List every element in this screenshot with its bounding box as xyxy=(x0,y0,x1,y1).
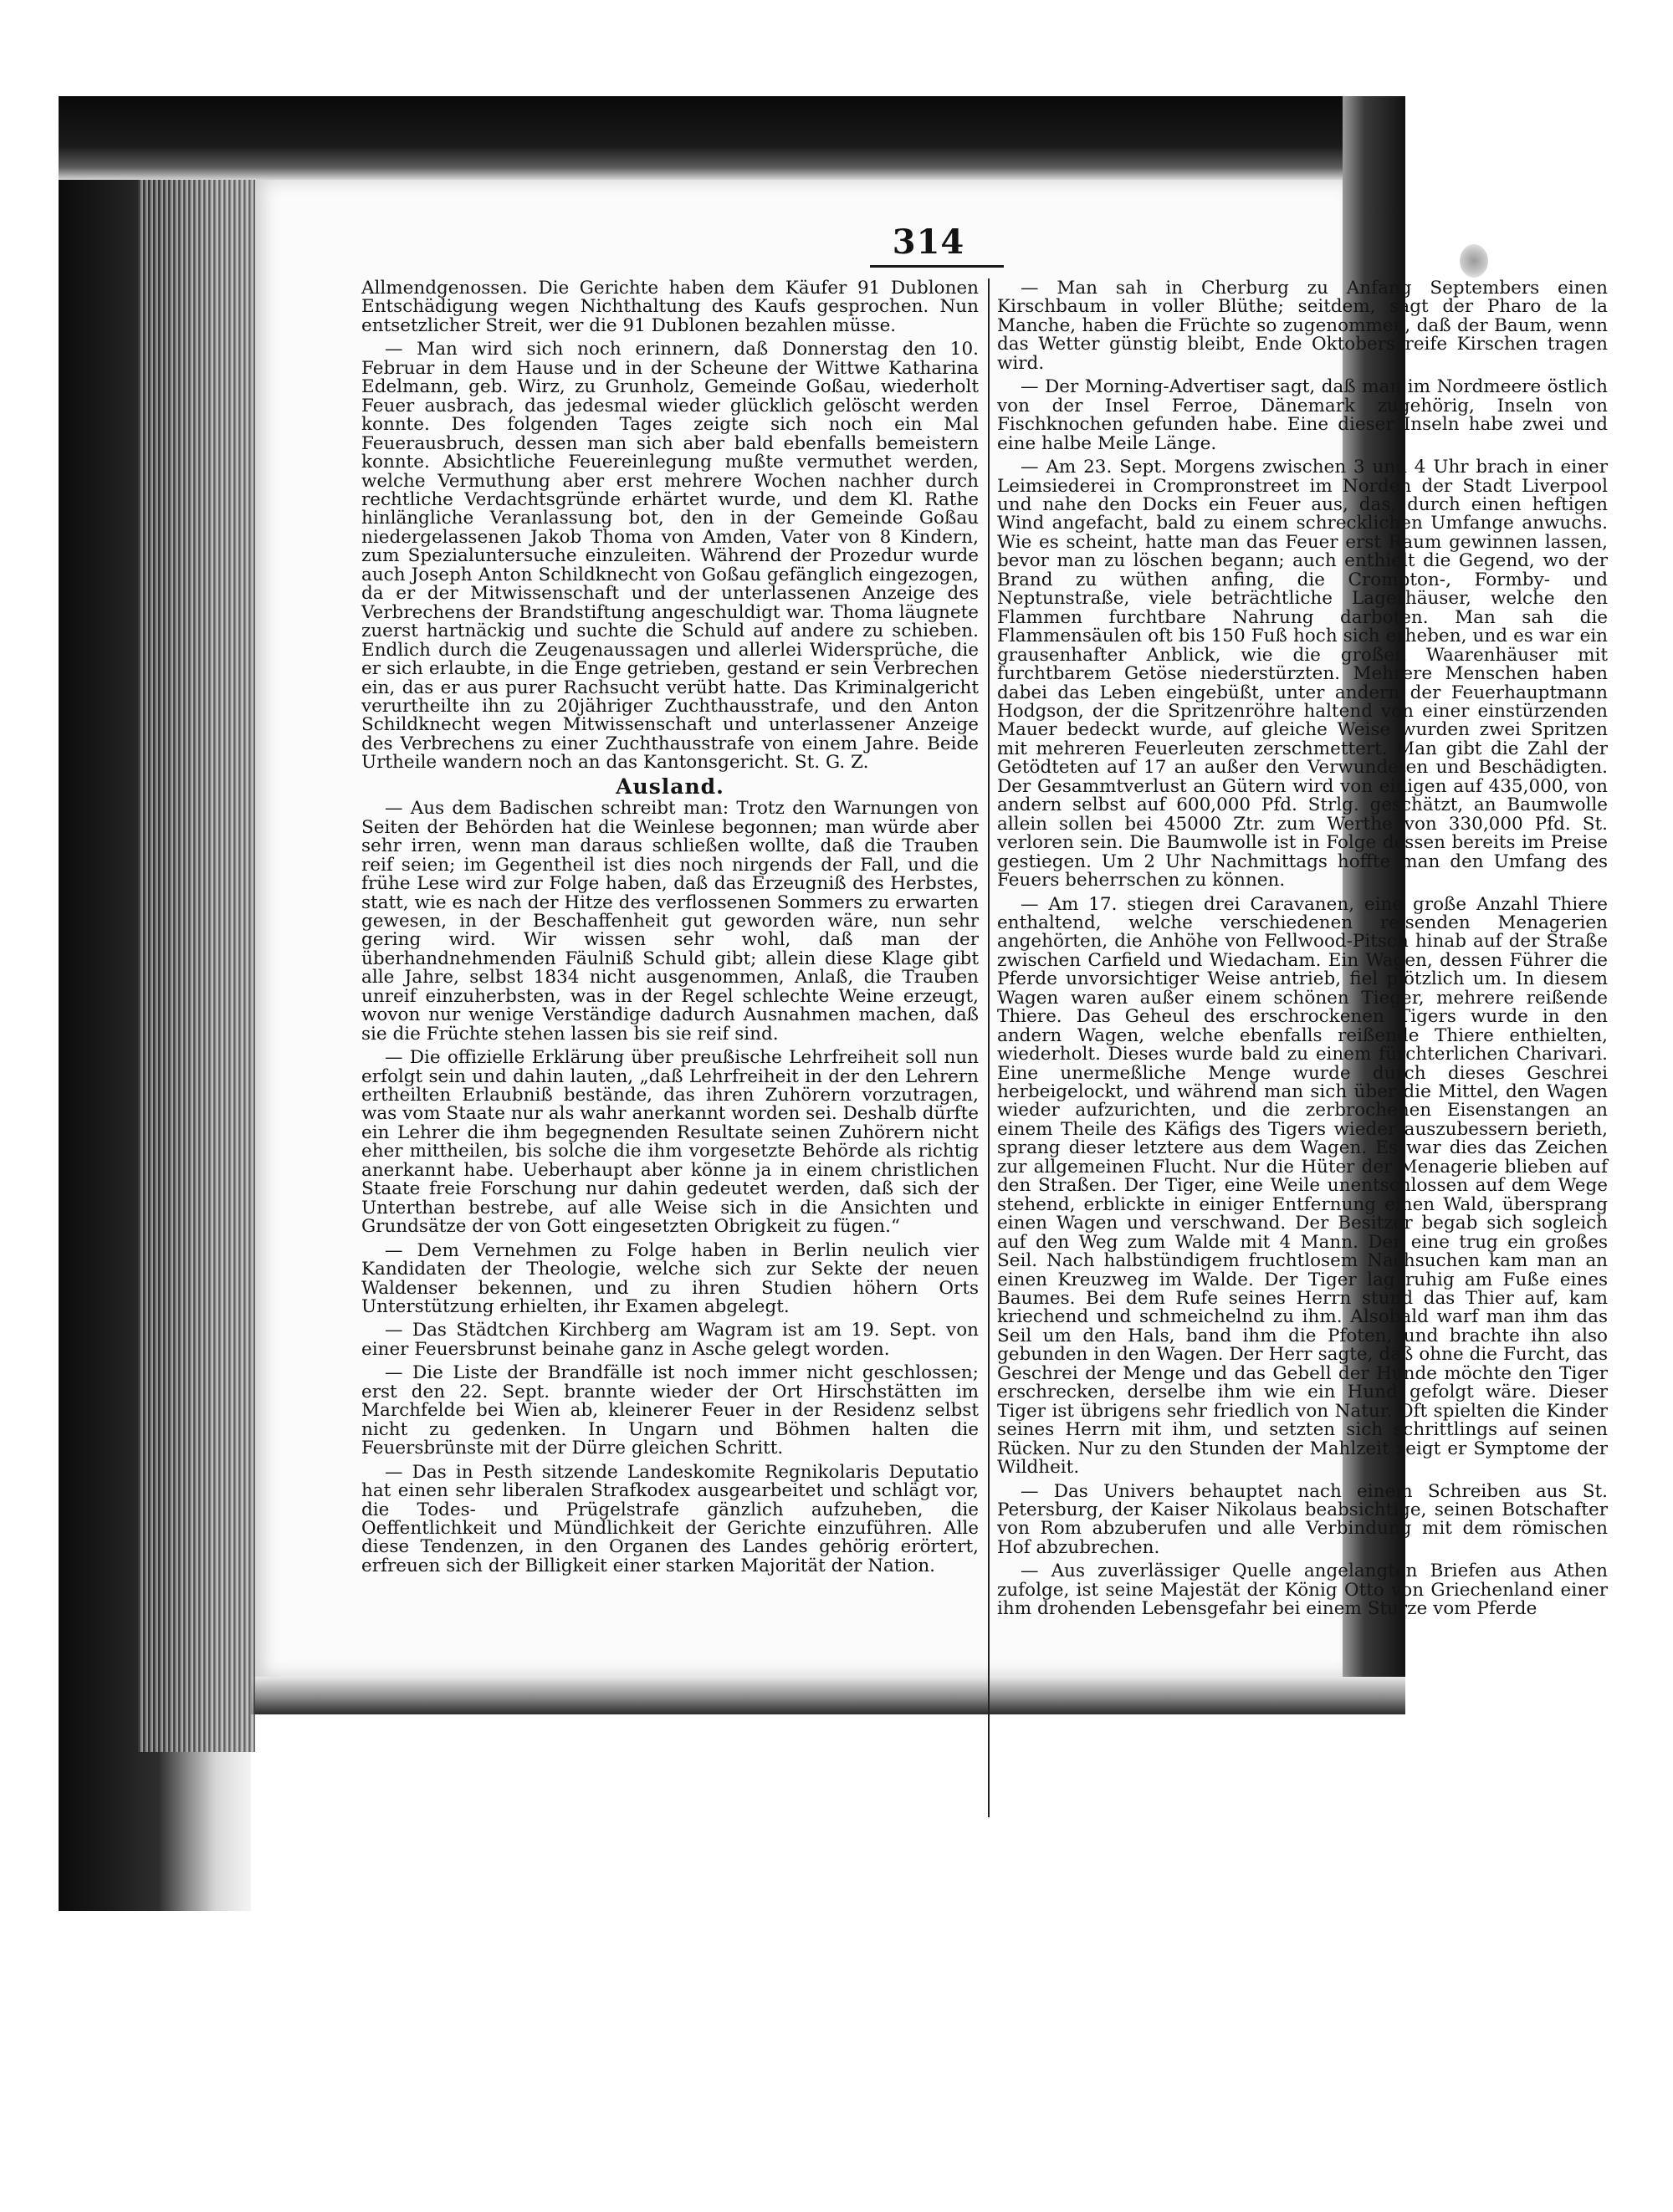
article-paragraph: — Man wird sich noch erinnern, daß Donnerstag den 10. Februar in dem Hause und in der Scheune der Wittwe Katharina Edelmann, geb. Wirz, zu Grunholz, Gemeinde Goßau, wiederholt Feuer ausbrach, das jedesmal wieder glücklich gelöscht werden konnte. Des folgenden Tages zeigte sich noch ein Mal Feuerausbruch, dessen man sich aber bald ebenfalls bemeistern konnte. Absichtliche Feuereinlegung mußte vermuthet werden, welche Vermuthung aber erst mehrere Wochen nachher durch rechtliche Verdachtsgründe erhärtet wurde, und dem Kl. Rathe hinlängliche Veranlassung bot, den in der Gemeinde Goßau niedergelassenen Jakob Thoma von Amden, Vater von 8 Kindern, zum Spezialuntersuche einzuleiten. Während der Prozedur wurde auch Joseph Anton Schildknecht von Goßau gefänglich eingezogen, da er der Mitwissenschaft und der unterlassenen Anzeige des Verbrechens der Brandstiftung angeschuldigt war. Thoma läugnete zuerst hartnäckig und suchte die Schuld auf andere zu schieben. Endlich durch die Zeugenaussagen und allerlei Widersprüche, die er sich erlaubte, in die Enge getrieben, gestand er sein Verbrechen ein, das er aus purer Rachsucht verübt hatte. Das Kriminalgericht verurtheilte ihn zu 20jähriger Zuchthausstrafe, und den Anton Schildknecht wegen Mitwissenschaft und unterlassener Anzeige des Verbrechens zu einer Zuchthausstrafe von einem Jahre. Beide Urtheile wandern noch an das Kantonsgericht. St. G. Z. xyxy=(361,339,979,774)
ink-stain xyxy=(1460,244,1488,278)
article-paragraph: — Der Morning-Advertiser sagt, daß man im Nordmeere östlich von der Insel Ferroe, Dänemark zugehörig, Inseln von Fischknochen gefunden habe. Eine dieser Inseln habe zwei und eine halbe Meile Länge. xyxy=(997,376,1608,454)
book-binding-top xyxy=(59,96,1405,180)
left-column xyxy=(361,279,979,1581)
article-paragraph: — Am 17. stiegen drei Caravanen, eine große Anzahl Thiere enthaltend, welche verschiedenen reisenden Menagerien angehörten, die Anhöhe von Fellwood-Pitsch hinab auf der Straße zwischen Carfield und Wiedacham. Ein Wagen, dessen Führer die Pferde unvorsichtiger Weise antrieb, fiel plötzlich um. In diesem Wagen waren außer einem schönen Tieger, mehrere reißende Thiere. Das Geheul des erschrockenen Tigers wurde in den andern Wagen, welche ebenfalls reißende Thiere enthielten, wiederholt. Dieses wurde bald zu einem fürchterlichen Charivari. Eine unermeßliche Menge wurde durch dieses Geschrei herbeigelockt, und während man sich über die Mittel, den Wagen wieder aufzurichten, und die zerbrochenen Eisenstangen an einem Theile des Käfigs des Tigers wieder auszubessern berieth, sprang dieser letztere aus dem Wagen. Es war dies das Zeichen zur allgemeinen Flucht. Nur die Hüter der Menagerie blieben auf den Straßen. Der Tiger, eine Weile unentschlossen auf dem Wege stehend, erblickte in einiger Entfernung einen Wald, übersprang einen Wagen und verschwand. Der Besitzer begab sich sogleich auf den Weg zum Walde mit 4 Mann. Der eine trug ein großes Seil. Nach halbstündigem fruchtlosem Nachsuchen kam man an einen Kreuzweg im Walde. Der Tiger lag ruhig am Fuße eines Baumes. Bei dem Rufe seines Herrn stund das Thier auf, kam kriechend und schmeichelnd zu ihm. Alsobald warf man ihm das Seil um den Hals, band ihm die Pfoten, und brachte ihn also gebunden in den Wagen. Der Herr sagte, daß ohne die Furcht, das Geschrei der Menge und das Gebell der Hunde möchte den Tiger erschrecken, derselbe ihm wie ein Hund gefolgt wäre. Dieser Tiger ist übrigens sehr friedlich von Natur. Oft spielten die Kinder seines Herrn mit ihm, und setzten sich schrittlings auf seinen Rücken. Nur zu den Stunden der Mahlzeit zeigt er Symptome der Wildheit. xyxy=(997,893,1608,1479)
article-paragraph: — Das Univers behauptet nach einem Schreiben aus St. Petersburg, der Kaiser Nikolaus beabsichtige, seinen Botschafter von Rom abzuberufen und alle Verbindung mit dem römischen Hof abzubrechen. xyxy=(997,1480,1608,1558)
article-paragraph: — Die offizielle Erklärung über preußische Lehrfreiheit soll nun erfolgt sein und dahin lauten, „daß Lehrfreiheit in der den Lehrern ertheilten Erlaubniß bestände, das ihren Zuhörern vorzutragen, was vom Staate nur als wahr anerkannt worden sei. Deshalb dürfte ein Lehrer die ihm begegnenden Resultate seinen Zuhörern nicht eher mittheilen, bis solche die ihm vorgesetzte Behörde als richtig anerkannt habe. Ueberhaupt aber könne ja in einem christlichen Staate freie Forschung nur dahin gedeutet werden, daß sich der Unterthan bestrebe, auf alle Weise sich in die Ansichten und Grundsätze der von Gott eingesetzten Obrigkeit zu fügen.“ xyxy=(361,1047,979,1238)
article-paragraph: — Dem Vernehmen zu Folge haben in Berlin neulich vier Kandidaten der Theologie, welche sich zur Sekte der neuen Waldenser bekennen, und zu ihren Studien höhern Orts Unterstützung erhielten, ihr Examen abgelegt. xyxy=(361,1239,979,1318)
article-paragraph: — Aus zuverlässiger Quelle angelangten Briefen aus Athen zufolge, ist seine Majestät der König Otto von Griechenland einer ihm drohenden Lebensgefahr bei einem Sturze vom Pferde xyxy=(997,1561,1608,1620)
article-paragraph: — Am 23. Sept. Morgens zwischen 3 und 4 Uhr brach in einer Leimsiederei in Crompronstreet im Norden der Stadt Liverpool und nahe den Docks ein Feuer aus, das, durch einen heftigen Wind angefacht, bald zu einem schrecklichen Umfange anwuchs. Wie es scheint, hatte man das Feuer erst Raum gewinnen lassen, bevor man zu löschen begann; auch enthielt die Gegend, wo der Brand zu wüthen anfing, die Crompton-, Formby- und Neptunstraße, viele beträchtliche Lagerhäuser, welche den Flammen furchtbare Nahrung darboten. Man sah die Flammensäulen oft bis 150 Fuß hoch sich erheben, und es war ein grausenhafter Anblick, wie die großen Waarenhäuser mit furchtbarem Getöse niederstürzten. Mehrere Menschen haben dabei das Leben eingebüßt, unter andern der Feuerhauptmann Hodgson, der die Spritzenröhre haltend von einer einstürzenden Mauer bedeckt wurde, auf gleiche Weise wurden zwei Spritzen mit mehreren Feuerleuten zerschmettert. Man gibt die Zahl der Getödteten auf 17 an außer den Verwundeten und Beschädigten. Der Gesammtverlust an Gütern wird von einigen auf 435,000, von andern selbst auf 600,000 Pfd. Strlg. geschätzt, an Baumwolle allein sollen bei 45000 Ztr. zum Werthe von 330,000 Pfd. St. verloren sein. Die Baumwolle ist in Folge dessen bereits im Preise gestiegen. Um 2 Uhr Nachmittags hoffte man den Umfang des Feuers beherrschen zu können. xyxy=(997,457,1608,891)
right-column xyxy=(997,279,1608,1624)
book-binding-bottom xyxy=(251,1677,1405,1714)
page-number: 314 xyxy=(892,222,965,262)
article-paragraph: — Man sah in Cherburg zu Anfang Septembers einen Kirschbaum in voller Blüthe; seitdem, sagt der Pharo de la Manche, haben die Früchte so zugenommen, daß der Baum, wenn das Wetter günstig bleibt, Ende Oktobers reife Kirschen tragen wird. xyxy=(997,278,1608,374)
page-edges xyxy=(138,180,255,1752)
column-divider xyxy=(988,278,990,1817)
article-paragraph: — Aus dem Badischen schreibt man: Trotz den Warnungen von Seiten der Behörden hat die Weinlese begonnen; man würde aber sehr irren, wenn man daraus schließen wollte, daß die Trauben reif seien; im Gegentheil ist dies noch nirgends der Fall, und die frühe Lese wird zur Folge haben, daß das Erzeugniß des Herbstes, statt, wie es nach der Hitze des verflossenen Sommers zu erwarten gewesen, in der Beschaffenheit gut geworden wäre, nun sehr gering wird. Wir wissen sehr wohl, daß man der überhandnehmenden Fäulniß Schuld gibt; allein diese Klage gibt alle Jahre, selbst 1834 nicht ausgenommen, Anlaß, die Trauben unreif einzuherbsten, was in der Regel schlechte Weine erzeugt, wovon nur wenige Verständige dadurch Ausnahmen machen, daß sie die Früchte stehen lassen bis sie reif sind. xyxy=(361,798,979,1045)
article-paragraph: Allmendgenossen. Die Gerichte haben dem Käufer 91 Dublonen Entschädigung wegen Nichthaltung des Kaufs gesprochen. Nun entsetzlicher Streit, wer die 91 Dublonen bezahlen müsse. xyxy=(361,278,979,336)
header-rule xyxy=(870,265,1004,268)
article-paragraph: — Das in Pesth sitzende Landeskomite Regnikolaris Deputatio hat einen sehr liberalen Strafkodex ausgearbeitet und schlägt vor, die Todes- und Prügelstrafe gänzlich aufzuheben, die Oeffentlichkeit und Mündlichkeit der Gerichte einzuführen. Alle diese Tendenzen, in den Organen des Landes gehörig erörtert, erfreuen sich der Billigkeit einer starken Majorität der Nation. xyxy=(361,1461,979,1576)
section-heading: Ausland. xyxy=(616,774,724,799)
article-paragraph: — Das Städtchen Kirchberg am Wagram ist am 19. Sept. von einer Feuersbrunst beinahe ganz in Asche gelegt worden. xyxy=(361,1320,979,1360)
article-paragraph: — Die Liste der Brandfälle ist noch immer nicht geschlossen; erst den 22. Sept. brannte wieder der Ort Hirschstätten im Marchfelde bei Wien ab, kleinerer Feuer in der Residenz selbst nicht zu gedenken. In Ungarn und Böhmen halten die Feuersbrünste mit der Dürre gleichen Schritt. xyxy=(361,1362,979,1459)
